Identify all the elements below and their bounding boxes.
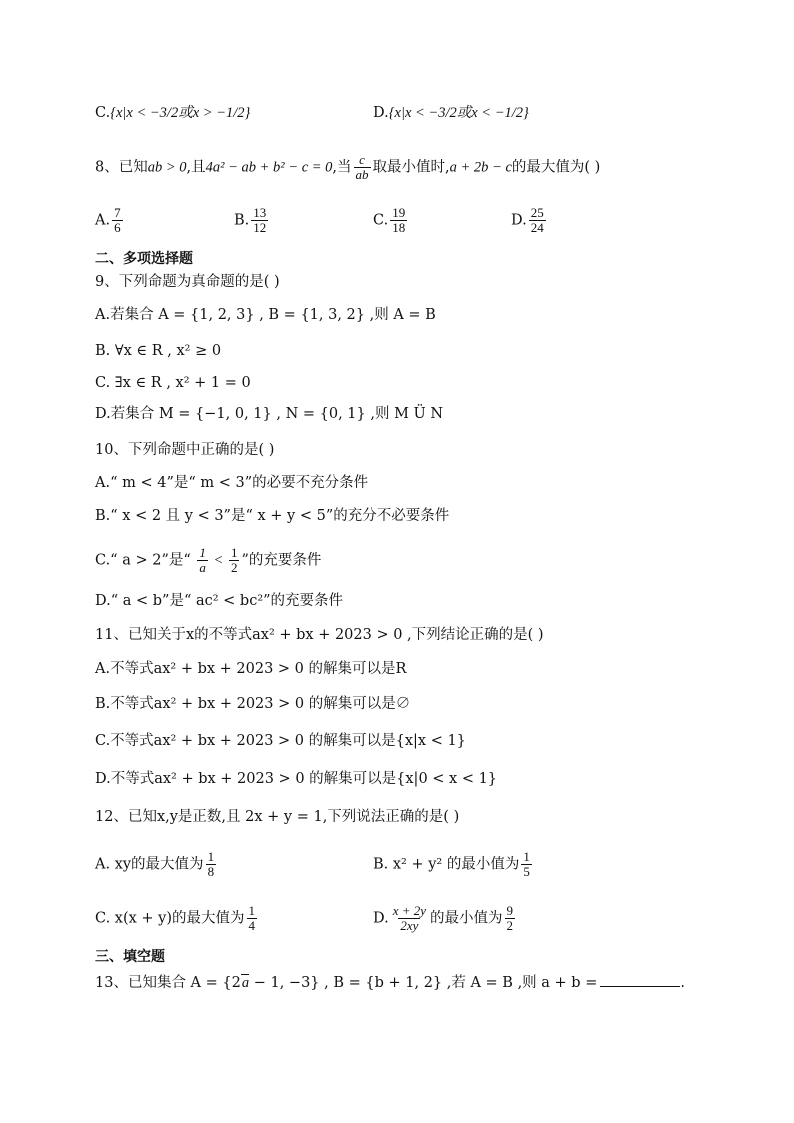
sqrt-a: a xyxy=(241,975,250,991)
q12-option-b: B. x² + y² 的最小值为 $\frac{1}{5}$ xyxy=(373,849,530,879)
section-heading-multiple-choice: 二、多项选择题 xyxy=(95,251,193,267)
q10-stem: 10、下列命题中正确的是( ) xyxy=(95,442,275,458)
answer-blank[interactable] xyxy=(600,972,680,987)
q10-option-d: D.“ a < b”是“ ac² < bc²”的充要条件 xyxy=(95,593,344,609)
q11-stem: 11、已知关于x的不等式ax² + bx + 2023 > 0 ,下列结论正确的是( ) xyxy=(95,627,544,643)
q7-option-d: D.{x|x < −3/2或x < −1/2} xyxy=(373,105,529,121)
q10-option-b: B.“ x < 2 且 y < 3”是“ x + y < 5”的充分不必要条件 xyxy=(95,508,450,524)
q9-option-a: A.若集合 A = {1, 2, 3} , B = {1, 3, 2} ,则 A = B xyxy=(95,307,436,323)
q10-option-a: A.“ m < 4”是“ m < 3”的必要不充分条件 xyxy=(95,475,369,491)
q11-option-d: D.不等式ax² + bx + 2023 > 0 的解集可以是{x|0 < x < 1} xyxy=(95,771,498,787)
q10-option-c: C.“ a > 2”是“ $\frac{1}{a}$ < $\frac{1}{2}$ ”的充要条件 xyxy=(95,545,322,575)
q8-option-a: A. $\frac{7}{6}$ xyxy=(95,205,121,235)
q11-option-c: C.不等式ax² + bx + 2023 > 0 的解集可以是{x|x < 1} xyxy=(95,733,466,749)
q9-option-d: D.若集合 M = {−1, 0, 1} , N = {0, 1} ,则 M Ü N xyxy=(95,406,444,422)
q9-option-b: B. ∀x ∈ R , x² ≥ 0 xyxy=(95,343,222,359)
q11-option-b: B.不等式ax² + bx + 2023 > 0 的解集可以是∅ xyxy=(95,696,411,712)
q12-stem: 12、已知x,y是正数,且 2x + y = 1,下列说法正确的是( ) xyxy=(95,809,460,825)
q8-option-d: D. $\frac{25}{24}$ xyxy=(511,205,544,235)
section-heading-fill-blank: 三、填空题 xyxy=(95,949,165,965)
q7-option-c: C.{x|x < −3/2或x > −1/2} xyxy=(95,105,251,121)
q9-option-c: C. ∃x ∈ R , x² + 1 = 0 xyxy=(95,375,251,391)
q12-option-c: C. x(x + y)的最大值为 $\frac{1}{4}$ xyxy=(95,903,256,933)
q12-option-a: A. xy的最大值为 $\frac{1}{8}$ xyxy=(95,849,215,879)
q13-stem: 13、已知集合 A = {2a − 1, −3} , B = {b + 1, 2} ,若 A = B ,则 a + b = . xyxy=(95,972,685,993)
q8-option-b: B. $\frac{13}{12}$ xyxy=(234,205,267,235)
q8-fraction: $\frac{c}{ab}$ xyxy=(355,152,369,182)
q9-stem: 9、下列命题为真命题的是( ) xyxy=(95,274,280,290)
q8-option-c: C. $\frac{19}{18}$ xyxy=(373,205,406,235)
q8-stem: 8、已知ab > 0,且4a² − ab + b² − c = 0,当 $\frac{c}{ab}$ 取最小值时,a + 2b − c的最大值为( ) xyxy=(95,152,601,182)
q11-option-a: A.不等式ax² + bx + 2023 > 0 的解集可以是R xyxy=(95,661,407,677)
q12-option-d: D. $\frac{x + 2y}{2xy}$ 的最小值为 $\frac{9}{2}$ xyxy=(373,903,514,933)
